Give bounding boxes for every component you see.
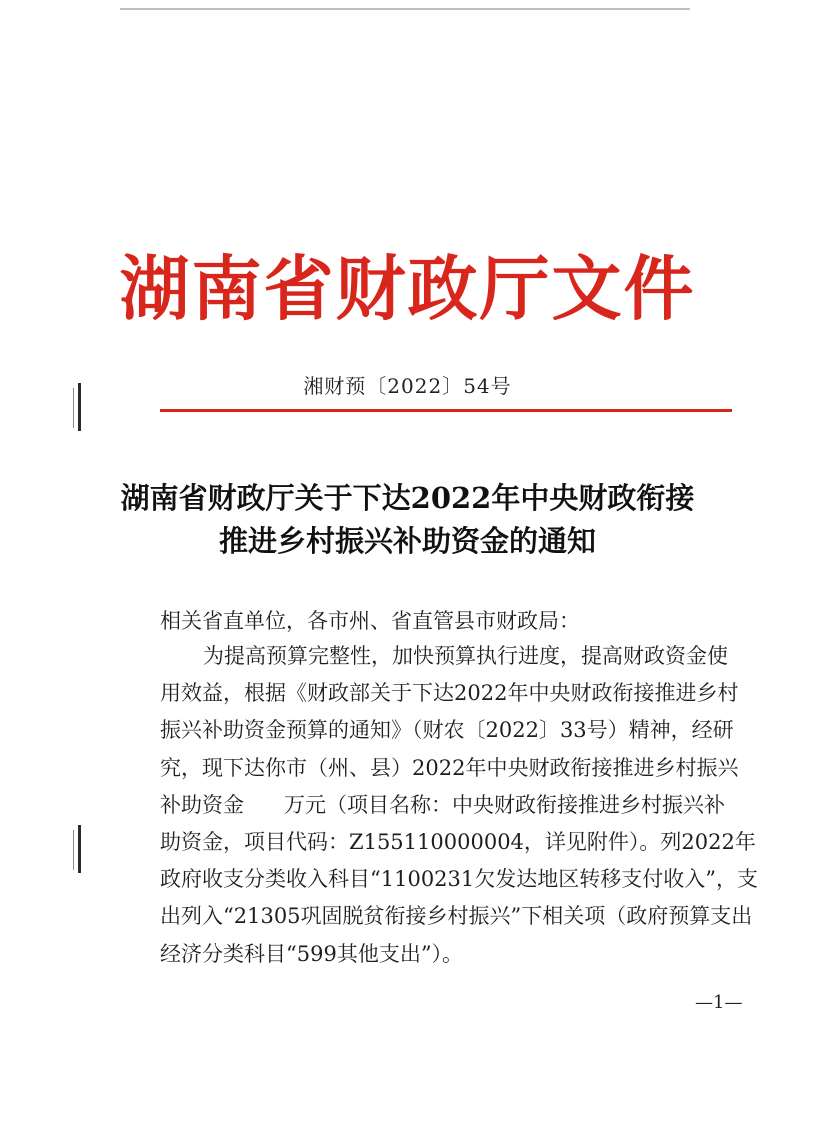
paragraph-line: 究，现下达你市（州、县）2022年中央财政衔接推进乡村振兴 [160,755,739,780]
title-line-1: 湖南省财政厅关于下达2022年中央财政衔接 [120,481,695,515]
paragraph-line: 政府收支分类收入科目“1100231欠发达地区转移支付收入”，支 [160,867,758,892]
scan-edge-line [120,8,690,10]
page-number: —1— [695,992,743,1013]
paragraph-line: 助资金，项目代码：Z155110000004，详见附件）。列2022年 [160,829,756,854]
body-paragraph [160,638,760,973]
paragraph-line: 经济分类科目“599其他支出”）。 [160,941,464,966]
agency-masthead: 湖南省财政厅文件 [119,248,696,330]
paragraph-line: 振兴补助资金预算的通知》（财农〔2022〕33号）精神，经研 [160,718,734,743]
binding-shadow-bottom [73,830,74,870]
paragraph-line: 用效益，根据《财政部关于下达2022年中央财政衔接推进乡村 [160,681,739,706]
salutation: 相关省直单位，各市州、省直管县市财政局： [160,609,580,633]
paragraph-line: 为提高预算完整性，加快预算执行进度，提高财政资金使 [203,644,728,668]
document-number: 湘财预〔2022〕54号 [303,374,512,398]
red-divider-line [160,409,732,412]
binding-mark-bottom [78,825,81,873]
paragraph-line: 补助资金 万元（项目名称：中央财政衔接推进乡村振兴补 [160,792,726,817]
title-line-2: 推进乡村振兴补助资金的通知 [218,524,596,558]
document-title [90,477,725,563]
paragraph-line: 出列入“21305巩固脱贫衔接乡村振兴”下相关项（政府预算支出 [160,904,753,929]
